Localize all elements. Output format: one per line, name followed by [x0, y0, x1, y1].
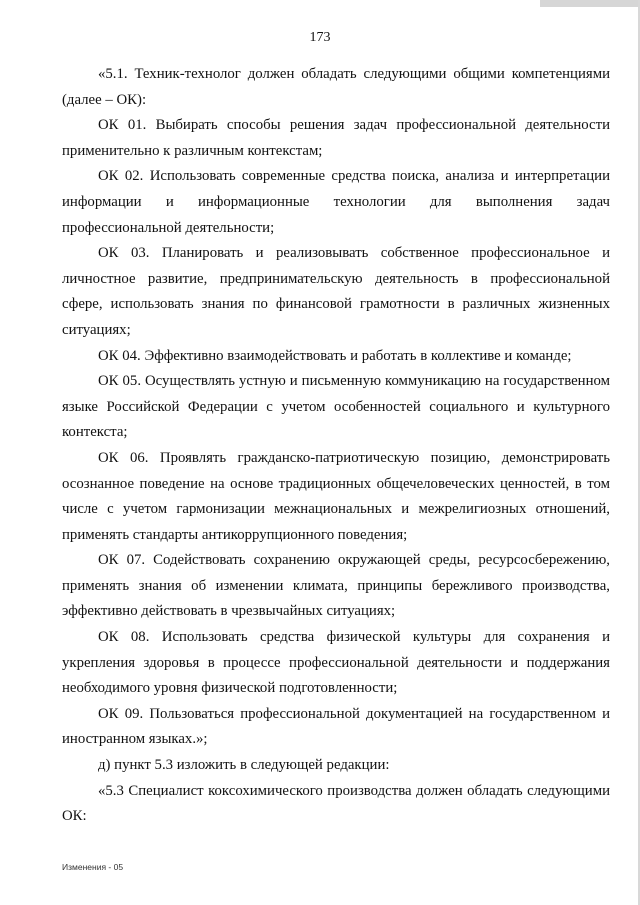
scan-artifact: [540, 0, 640, 7]
paragraph-ok-08: ОК 08. Использовать средства физической культуры для сохранения и укрепления здоровья в процессе профессиональной деятельности и поддержания необходимого уровня физической подготовленности;: [62, 629, 610, 697]
paragraph-5-3-intro: «5.3 Специалист коксохимического производства должен обладать следующими ОК:: [62, 782, 610, 825]
footer-revision: Изменения - 05: [62, 862, 124, 872]
paragraph-ok-05: ОК 05. Осуществлять устную и письменную коммуникацию на государственном языке Российской Федерации с учетом особенностей социального и культурного контекста;: [62, 373, 610, 441]
paragraph-ok-06: ОК 06. Проявлять гражданско-патриотическую позицию, демонстрировать осознанное поведение на основе традиционных общечеловеческих ценностей, в том числе с учетом гармонизации межнациональных и межрелигиозных отношений, применять стандарты антикоррупционного поведения;: [62, 449, 610, 543]
paragraph-ok-03: ОК 03. Планировать и реализовывать собственное профессиональное и личностное развитие, предпринимательскую деятельность в профессиональной сфере, использовать знания по финансовой грамотности в различных жизненных ситуациях;: [62, 245, 610, 338]
document-body: [62, 62, 610, 830]
paragraph-ok-07: ОК 07. Содействовать сохранению окружающей среды, ресурсосбережению, применять знания об изменении климата, принципы бережливого производства, эффективно действовать в чрезвычайных ситуациях;: [62, 552, 610, 620]
paragraph-5-1-intro: «5.1. Техник-технолог должен обладать следующими общими компетенциями (далее – ОК):: [62, 66, 610, 108]
paragraph-ok-01: ОК 01. Выбирать способы решения задач профессиональной деятельности применительно к различным контекстам;: [62, 117, 610, 159]
paragraph-ok-09: ОК 09. Пользоваться профессиональной документацией на государственном и иностранном языках.»;: [62, 705, 610, 748]
page-number: 173: [309, 30, 331, 45]
paragraph-item-d: д) пункт 5.3 изложить в следующей редакции:: [98, 757, 390, 774]
paragraph-ok-04: ОК 04. Эффективно взаимодействовать и работать в коллективе и команде;: [98, 347, 572, 364]
paragraph-ok-02: ОК 02. Использовать современные средства поиска, анализа и интерпретации информации и информационные технологии для выполнения задач профессиональной деятельности;: [62, 168, 610, 236]
